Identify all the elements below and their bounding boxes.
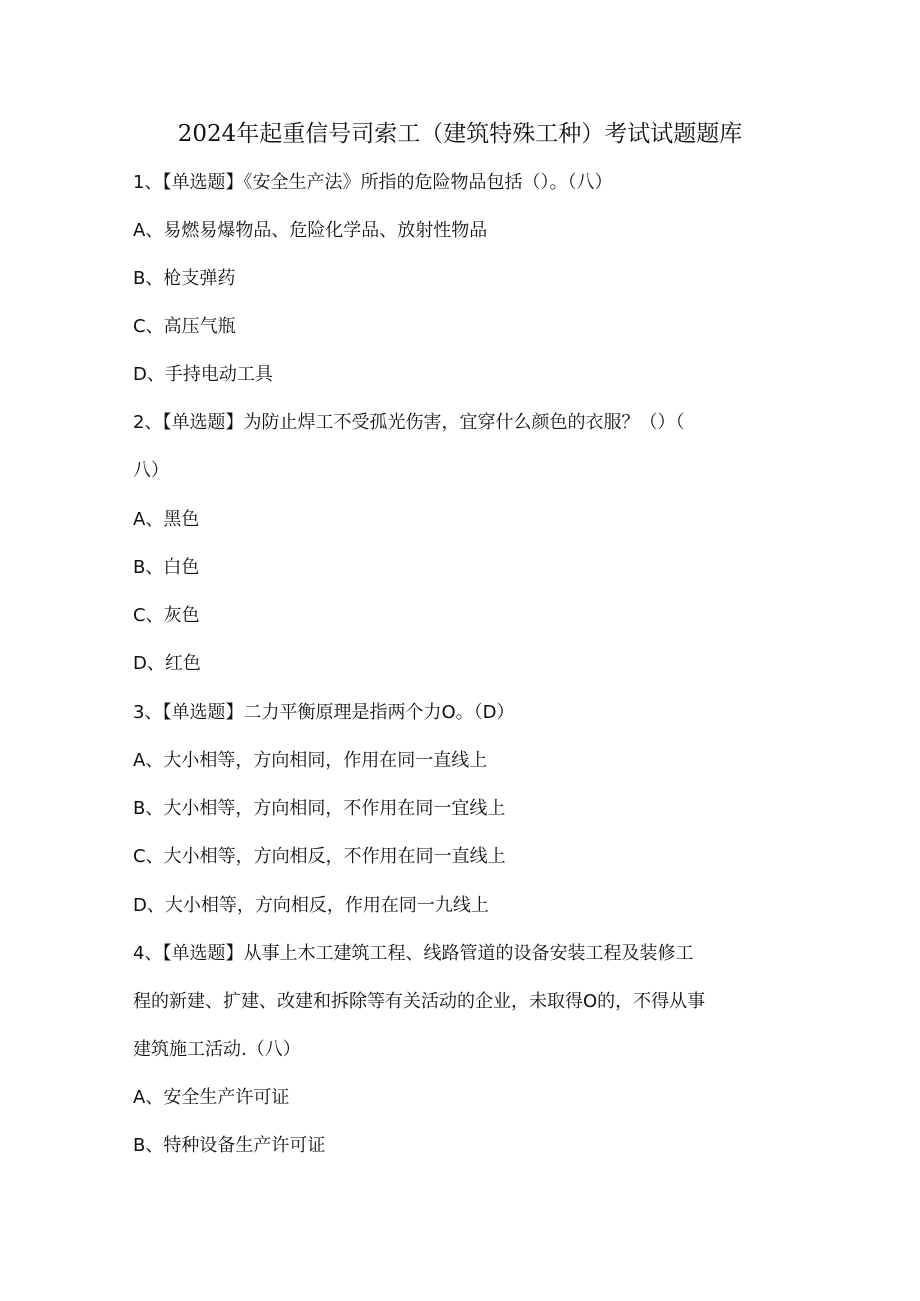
option-d: D、大小相等，方向相反，作用在同一九线上 — [133, 895, 489, 916]
question-stem: 4、【单选题】从事上木工建筑工程、线路管道的设备安装工程及装修工 — [133, 943, 694, 964]
option-b: B、大小相等，方向相同，不作用在同一宜线上 — [133, 798, 506, 819]
question-stem-continued: 建筑施工活动.（八） — [133, 1039, 301, 1060]
option-d: D、红色 — [133, 653, 201, 674]
question-stem: 2、【单选题】为防止焊工不受孤光伤害，宜穿什么颜色的衣服？（）（ — [133, 412, 685, 433]
question-stem: 3、【单选题】二力平衡原理是指两个力O。（D） — [133, 702, 515, 723]
question-stem: 1、【单选题】《安全生产法》所指的危险物品包括（）。（八） — [133, 172, 613, 193]
option-a: A、安全生产许可证 — [133, 1087, 290, 1108]
option-d: D、手持电动工具 — [133, 364, 273, 385]
option-c: C、灰色 — [133, 605, 200, 626]
option-a: A、黑色 — [133, 509, 200, 530]
option-b: B、枪支弹药 — [133, 268, 236, 289]
question-stem-continued: 程的新建、扩建、改建和拆除等有关活动的企业，未取得O的，不得从事 — [133, 991, 706, 1012]
option-a: A、易燃易爆物品、危险化学品、放射性物品 — [133, 220, 488, 241]
option-c: C、高压气瓶 — [133, 316, 236, 337]
document-title: 2024年起重信号司索工（建筑特殊工种）考试试题题库 — [177, 121, 743, 147]
option-b: B、白色 — [133, 557, 200, 578]
option-b: B、特种设备生产许可证 — [133, 1135, 326, 1156]
question-stem-continued: 八） — [133, 460, 169, 481]
option-a: A、大小相等，方向相同，作用在同一直线上 — [133, 750, 488, 771]
option-c: C、大小相等，方向相反，不作用在同一直线上 — [133, 846, 506, 867]
